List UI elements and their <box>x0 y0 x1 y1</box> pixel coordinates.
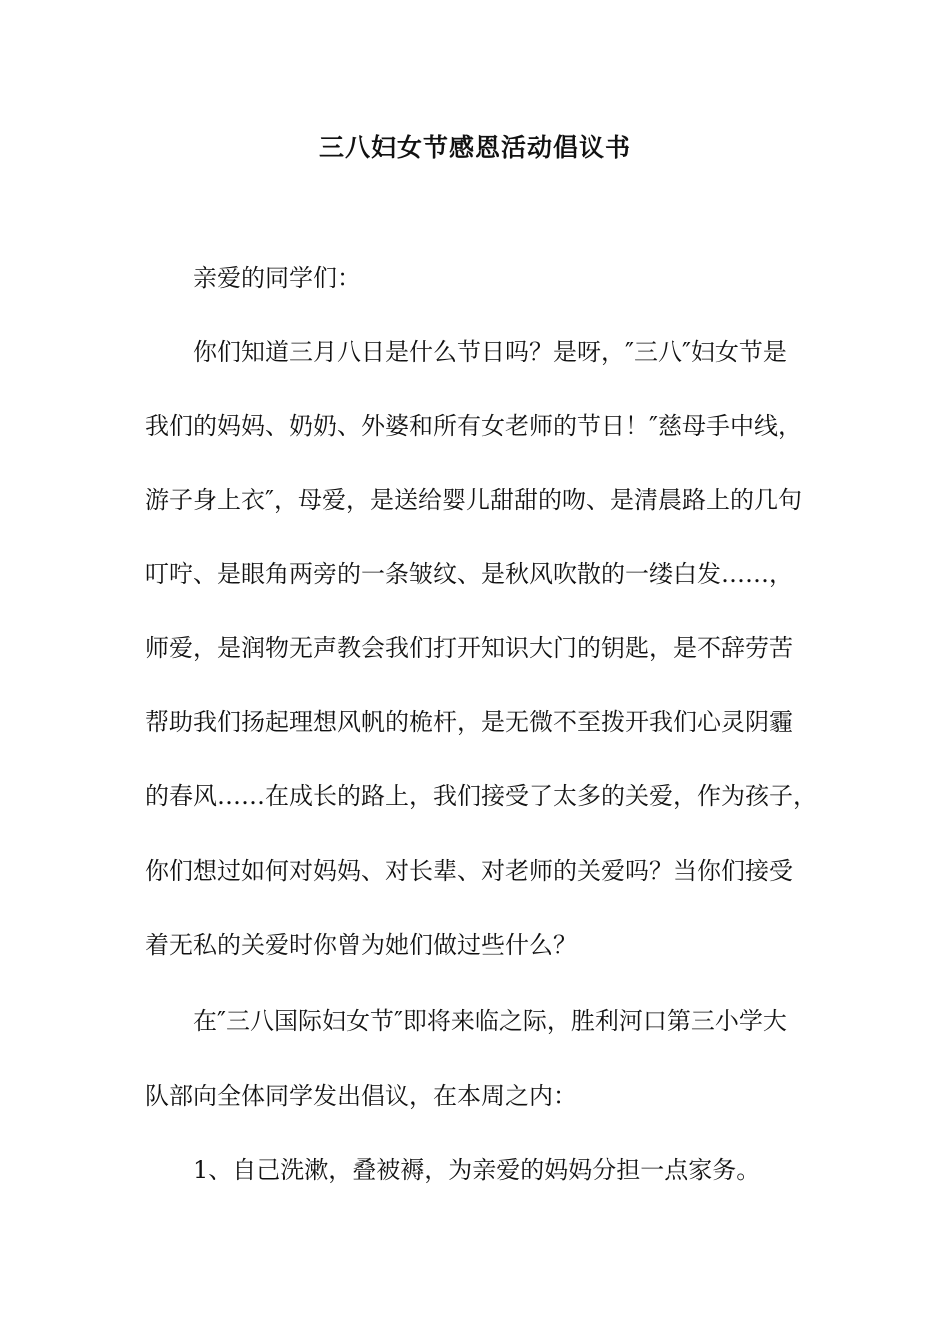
paragraph1-line: 的春风……在成长的路上，我们接受了太多的关爱，作为孩子， <box>145 782 817 810</box>
paragraph1-line: 你们知道三月八日是什么节日吗？是呀，″三八″妇女节是 <box>193 338 787 366</box>
paragraph2-line: 在″三八国际妇女节″即将来临之际，胜利河口第三小学大 <box>193 1007 787 1035</box>
paragraph1-line: 师爱，是润物无声教会我们打开知识大门的钥匙，是不辞劳苦 <box>145 634 793 662</box>
paragraph1-line: 我们的妈妈、奶奶、外婆和所有女老师的节日！″慈母手中线， <box>145 412 802 440</box>
paragraph1-line: 着无私的关爱时你曾为她们做过些什么？ <box>145 931 577 959</box>
paragraph2-line: 队部向全体同学发出倡议，在本周之内： <box>145 1082 577 1110</box>
paragraph1-line: 叮咛、是眼角两旁的一条皱纹、是秋风吹散的一缕白发……， <box>145 560 793 588</box>
list-item: 1、自己洗漱，叠被褥，为亲爱的妈妈分担一点家务。 <box>193 1156 761 1184</box>
document-title: 三八妇女节感恩活动倡议书 <box>318 133 631 162</box>
paragraph1-line: 你们想过如何对妈妈、对长辈、对老师的关爱吗？当你们接受 <box>145 857 793 885</box>
paragraph1-line: 帮助我们扬起理想风帆的桅杆，是无微不至拨开我们心灵阴霾 <box>145 708 793 736</box>
salutation: 亲爱的同学们： <box>193 264 361 292</box>
paragraph1-line: 游子身上衣″，母爱，是送给婴儿甜甜的吻、是清晨路上的几句 <box>145 486 802 514</box>
